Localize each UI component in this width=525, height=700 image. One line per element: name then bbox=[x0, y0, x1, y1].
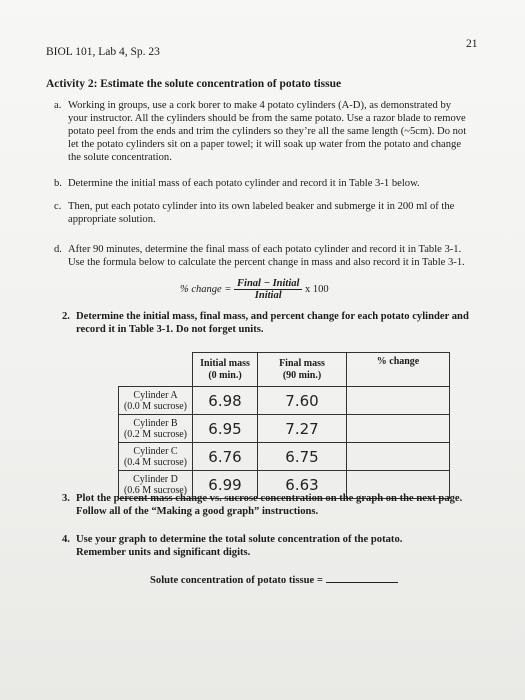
question-2-line-1: Determine the initial mass, final mass, and percent change for each potato cylinder and bbox=[76, 311, 469, 322]
question-2-label: 2. bbox=[62, 311, 70, 322]
table-header-row bbox=[119, 353, 450, 387]
cylinder-solution: (0.6 M sucrose) bbox=[123, 484, 188, 496]
cylinder-solution: (0.0 M sucrose) bbox=[123, 400, 188, 412]
table-row bbox=[119, 387, 450, 415]
activity-title: Activity 2: Estimate the solute concentration of potato tissue bbox=[46, 78, 342, 90]
final-mass-header-line1: Final mass bbox=[279, 357, 325, 369]
step-d-line-2: Use the formula below to calculate the percent change in mass and also record it in Table 3-1. bbox=[68, 257, 465, 268]
question-4-label: 4. bbox=[62, 534, 70, 545]
cylinder-a-initial-mass[interactable]: 6.98 bbox=[193, 387, 258, 415]
cylinder-name: Cylinder D bbox=[133, 473, 178, 485]
formula-fraction bbox=[234, 278, 302, 301]
cylinder-solution: (0.4 M sucrose) bbox=[123, 456, 188, 468]
cylinder-solution: (0.2 M sucrose) bbox=[123, 428, 188, 440]
answer-label: Solute concentration of potato tissue = bbox=[150, 575, 323, 586]
course-header: BIOL 101, Lab 4, Sp. 23 bbox=[46, 46, 160, 58]
cylinder-b-percent-change[interactable] bbox=[347, 415, 450, 443]
page-number: 21 bbox=[466, 38, 478, 50]
cylinder-b-label bbox=[119, 415, 193, 443]
question-2 bbox=[62, 310, 502, 338]
step-d bbox=[54, 243, 504, 271]
step-d-label: d. bbox=[54, 244, 62, 255]
question-4-line-2: Remember units and significant digits. bbox=[76, 547, 251, 558]
cylinder-a-percent-change[interactable] bbox=[347, 387, 450, 415]
cylinder-c-initial-mass[interactable]: 6.76 bbox=[193, 443, 258, 471]
step-b-label: b. bbox=[54, 178, 62, 189]
cylinder-c-label bbox=[119, 443, 193, 471]
question-2-line-2: record it in Table 3-1. Do not forget units. bbox=[76, 324, 264, 335]
cylinder-b-initial-mass[interactable]: 6.95 bbox=[193, 415, 258, 443]
table-3-1 bbox=[118, 352, 450, 499]
step-a-line-2: your instructor. All the cylinders should be from the same potato. Use a razor blade to remove bbox=[68, 113, 466, 124]
step-c-label: c. bbox=[54, 201, 62, 212]
table-row bbox=[119, 443, 450, 471]
step-a bbox=[54, 99, 494, 167]
step-a-line-5: the solute concentration. bbox=[68, 152, 172, 163]
step-c bbox=[54, 200, 494, 228]
question-3-label: 3. bbox=[62, 493, 70, 504]
cylinder-d-final-mass[interactable]: 6.63 bbox=[258, 471, 347, 499]
cylinder-c-percent-change[interactable] bbox=[347, 443, 450, 471]
percent-change-formula bbox=[180, 278, 329, 301]
formula-denominator: Initial bbox=[254, 290, 282, 301]
step-b-line-1: Determine the initial mass of each potato cylinder and record it in Table 3-1 below. bbox=[68, 178, 420, 189]
step-a-line-4: let the potato cylinders sit on a paper towel; it will soak up water from the potato and change bbox=[68, 139, 462, 150]
question-3-line-2: Follow all of the “Making a good graph” instructions. bbox=[76, 506, 319, 517]
step-a-line-3: potato peel from the ends and trim the cylinders so they’re all the same length (~5cm). Do not bbox=[68, 126, 467, 137]
step-c-line-2: appropriate solution. bbox=[68, 214, 156, 225]
initial-mass-header bbox=[193, 353, 258, 387]
formula-lhs: % change = bbox=[180, 283, 232, 295]
step-a-label: a. bbox=[54, 100, 62, 111]
step-d-line-1: After 90 minutes, determine the final mass of each potato cylinder and record it in Table 3-1. bbox=[68, 244, 462, 255]
question-4-line-1: Use your graph to determine the total solute concentration of the potato. bbox=[76, 534, 403, 545]
final-mass-header-line2: (90 min.) bbox=[282, 369, 322, 381]
cylinder-name: Cylinder C bbox=[133, 445, 178, 457]
table-row bbox=[119, 415, 450, 443]
cylinder-a-label bbox=[119, 387, 193, 415]
initial-mass-header-line1: Initial mass bbox=[200, 357, 250, 369]
step-b bbox=[54, 177, 494, 191]
cylinder-name: Cylinder A bbox=[133, 389, 178, 401]
question-3 bbox=[62, 492, 502, 520]
table-corner bbox=[119, 353, 193, 387]
answer-blank[interactable] bbox=[326, 572, 398, 583]
formula-numerator: Final − Initial bbox=[234, 278, 302, 290]
solute-concentration-answer bbox=[150, 572, 398, 587]
final-mass-header bbox=[258, 353, 347, 387]
step-c-line-1: Then, put each potato cylinder into its own labeled beaker and submerge it in 200 ml of the bbox=[68, 201, 455, 212]
cylinder-a-final-mass[interactable]: 7.60 bbox=[258, 387, 347, 415]
cylinder-d-initial-mass[interactable]: 6.99 bbox=[193, 471, 258, 499]
percent-change-header: % change bbox=[347, 353, 450, 387]
initial-mass-header-line2: (0 min.) bbox=[208, 369, 242, 381]
step-a-line-1: Working in groups, use a cork borer to make 4 potato cylinders (A-D), as demonstrated by bbox=[68, 100, 452, 111]
cylinder-name: Cylinder B bbox=[133, 417, 178, 429]
cylinder-c-final-mass[interactable]: 6.75 bbox=[258, 443, 347, 471]
cylinder-b-final-mass[interactable]: 7.27 bbox=[258, 415, 347, 443]
formula-rhs: x 100 bbox=[305, 283, 329, 295]
question-4 bbox=[62, 533, 502, 561]
question-3-line-1: Plot the percent mass change vs. sucrose concentration on the graph on the next page. bbox=[76, 493, 463, 504]
